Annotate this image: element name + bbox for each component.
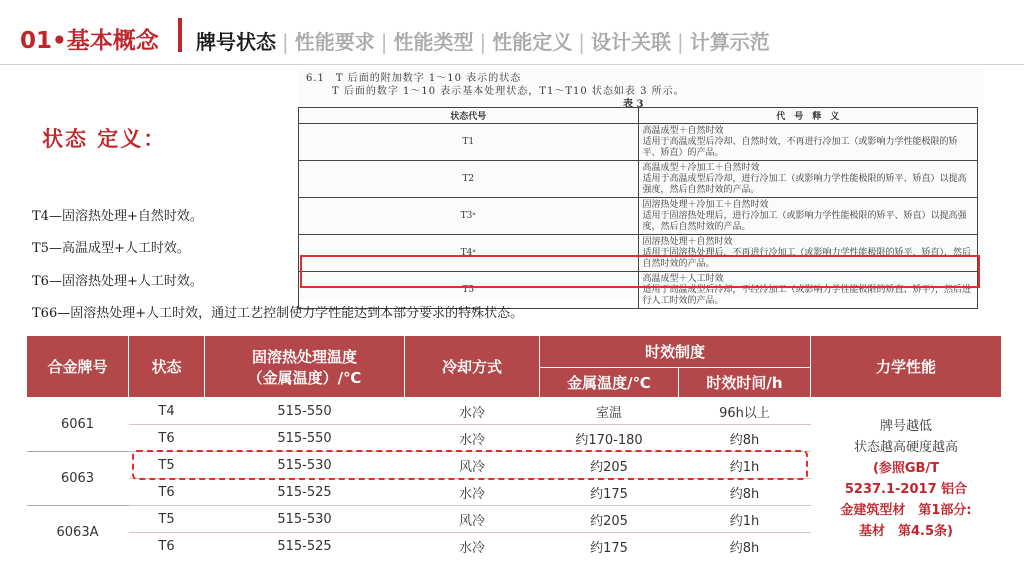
- excerpt-desc-title: 高温成型＋冷加工＋自然时效: [642, 162, 760, 173]
- excerpt-table-label: 表 3: [623, 99, 644, 110]
- mech-ref2: 5237.1-2017 铝合: [844, 481, 968, 497]
- header-mechanical: 力学性能: [811, 336, 1002, 398]
- excerpt-desc-text: 适用于高温成型后冷却，不经冷加工（或影响力学性能极限的矫直、矫平），然后进行人工时效的产品。: [642, 284, 972, 306]
- aging-time-cell: 约1h: [679, 452, 811, 479]
- heat-treatment-table: [26, 335, 1002, 559]
- excerpt-desc-title: 固溶热处理＋冷加工＋自然时效: [642, 199, 769, 210]
- header-temper: 状态: [129, 336, 205, 398]
- header-rule: [0, 64, 1024, 65]
- t5-highlight-box: [300, 255, 980, 288]
- header-aging-time: 时效时间/h: [679, 368, 811, 398]
- mechanical-note: [811, 398, 1002, 560]
- cooling-cell: 水冷: [405, 425, 540, 452]
- excerpt-desc: [638, 161, 978, 198]
- temper-cell: T6: [158, 538, 175, 554]
- header: [0, 0, 1024, 62]
- solution-cell: 515-530: [205, 506, 405, 533]
- excerpt-code: T5: [299, 272, 639, 309]
- nav-separator: |: [677, 30, 684, 54]
- header-solution-temp: [205, 336, 405, 398]
- definition-title: 状态 定义：: [42, 126, 167, 151]
- metal-temp-cell: 约170-180: [540, 425, 679, 452]
- excerpt-code: T2: [299, 161, 639, 198]
- excerpt-row: [299, 198, 978, 235]
- excerpt-desc-title: 高温成型＋人工时效: [642, 273, 724, 284]
- tab-temper[interactable]: 牌号状态: [196, 30, 276, 54]
- excerpt-desc-title: 高温成型＋自然时效: [642, 125, 724, 136]
- excerpt-desc-text: 适用于高温成型后冷却、自然时效，不再进行冷加工（或影响力学性能极限的矫平、矫直）的产品。: [642, 136, 958, 158]
- temper-cell: T5: [129, 506, 205, 533]
- excerpt-code: T4ᵃ: [299, 235, 639, 272]
- header-alloy: 合金牌号: [27, 336, 129, 398]
- excerpt-row: [299, 161, 978, 198]
- nav-separator: |: [479, 30, 487, 54]
- excerpt-desc-text: 适用于高温成型后冷却，进行冷加工（或影响力学性能极限的矫平、矫直）以提高强度，然后自然时效的产品。: [642, 173, 967, 195]
- cooling-cell: 风冷: [405, 452, 540, 479]
- solution-cell: 515-525: [277, 538, 332, 554]
- metal-temp-cell: 约175: [540, 479, 679, 506]
- cooling-cell: 水冷: [405, 479, 540, 506]
- 6063-t5-highlight: [132, 450, 808, 480]
- alloy-cell: 6063A: [56, 525, 99, 540]
- temper-cell: T4: [129, 398, 205, 425]
- excerpt-code: T3ᵃ: [299, 198, 639, 235]
- tab-calculation-demo[interactable]: 计算示范: [689, 30, 770, 54]
- temper-cell: T5: [129, 452, 205, 479]
- table-row: [27, 398, 1002, 425]
- excerpt-desc-text: 适用于固溶热处理后，不再进行冷加工（或影响力学性能极限的矫平、矫直），然后自然时效的产品。: [642, 247, 972, 269]
- excerpt-col-code: 状态代号: [299, 108, 639, 124]
- aging-time-cell: 约1h: [679, 506, 811, 533]
- alloy-cell: 6061: [27, 398, 129, 452]
- temper-cell: T6: [129, 425, 205, 452]
- solution-cell: 515-525: [205, 479, 405, 506]
- aging-time-cell: 约8h: [729, 540, 760, 556]
- definition-t6: T6—固溶热处理+人工时效。: [32, 274, 203, 289]
- mech-line1: 牌号越低: [880, 418, 933, 434]
- nav-separator: |: [380, 30, 388, 54]
- tab-performance-definitions[interactable]: 性能定义: [492, 30, 573, 54]
- mech-line2: 状态越高硬度越高: [854, 439, 959, 455]
- section-title: 01•基本概念: [20, 28, 159, 54]
- solution-cell: 515-550: [205, 398, 405, 425]
- temper-cell: T6: [129, 479, 205, 506]
- cooling-cell: 水冷: [458, 540, 485, 556]
- excerpt-intro: T 后面的数字 1～10 表示基本处理状态，T1～T10 状态如表 3 所示。: [332, 86, 685, 97]
- alloy-cell: 6063: [27, 452, 129, 506]
- cooling-cell: 风冷: [405, 506, 540, 533]
- cooling-cell: 水冷: [405, 398, 540, 425]
- definition-t5: T5—高温成型+人工时效。: [32, 241, 190, 256]
- header-solution-l2: （金属温度）/℃: [247, 368, 362, 387]
- excerpt-desc: [638, 124, 978, 161]
- excerpt-desc-text: 适用于固溶热处理后，进行冷加工（或影响力学性能极限的矫平、矫直）以提高强度，然后自然时效的产品。: [642, 210, 967, 232]
- metal-temp-cell: 约205: [540, 506, 679, 533]
- solution-cell: 515-530: [205, 452, 405, 479]
- solution-cell: 515-550: [205, 425, 405, 452]
- definition-t4: T4—固溶热处理+自然时效。: [32, 209, 203, 224]
- excerpt-row: [299, 124, 978, 161]
- excerpt-heading: 6.1 T 后面的附加数字 1～10 表示的状态: [306, 73, 522, 84]
- mech-ref3: 金建筑型材 第1部分:: [840, 502, 972, 518]
- mech-ref4: 基材 第4.5条): [859, 523, 953, 539]
- metal-temp-cell: 约205: [540, 452, 679, 479]
- definition-t66: T66—固溶热处理+人工时效，通过工艺控制使力学性能达到本部分要求的特殊状态。: [32, 306, 524, 321]
- header-aging: 时效制度: [540, 336, 811, 368]
- section-divider: [178, 18, 182, 52]
- aging-time-cell: 约8h: [679, 479, 811, 506]
- tab-performance-requirements[interactable]: 性能要求: [294, 30, 375, 54]
- excerpt-desc-title: 固溶热处理＋自然时效: [642, 236, 733, 247]
- excerpt-desc: [638, 198, 978, 235]
- metal-temp-cell: 室温: [540, 398, 679, 425]
- mech-ref1: (参照GB/T: [872, 460, 940, 476]
- nav-separator: |: [282, 30, 289, 54]
- tab-performance-types[interactable]: 性能类型: [393, 30, 474, 54]
- nav-separator: |: [578, 30, 585, 54]
- tab-design-relation[interactable]: 设计关联: [591, 30, 671, 54]
- topic-nav: [196, 26, 770, 55]
- excerpt-col-desc: 代 号 释 义: [638, 108, 978, 124]
- header-solution-l1: 固溶热处理温度: [251, 347, 357, 366]
- metal-temp-cell: 约175: [590, 540, 628, 556]
- header-metal-temp: 金属温度/℃: [540, 368, 679, 398]
- aging-time-cell: 96h以上: [679, 398, 811, 425]
- header-cooling: 冷却方式: [405, 336, 540, 398]
- excerpt-code: T1: [299, 124, 639, 161]
- aging-time-cell: 约8h: [679, 425, 811, 452]
